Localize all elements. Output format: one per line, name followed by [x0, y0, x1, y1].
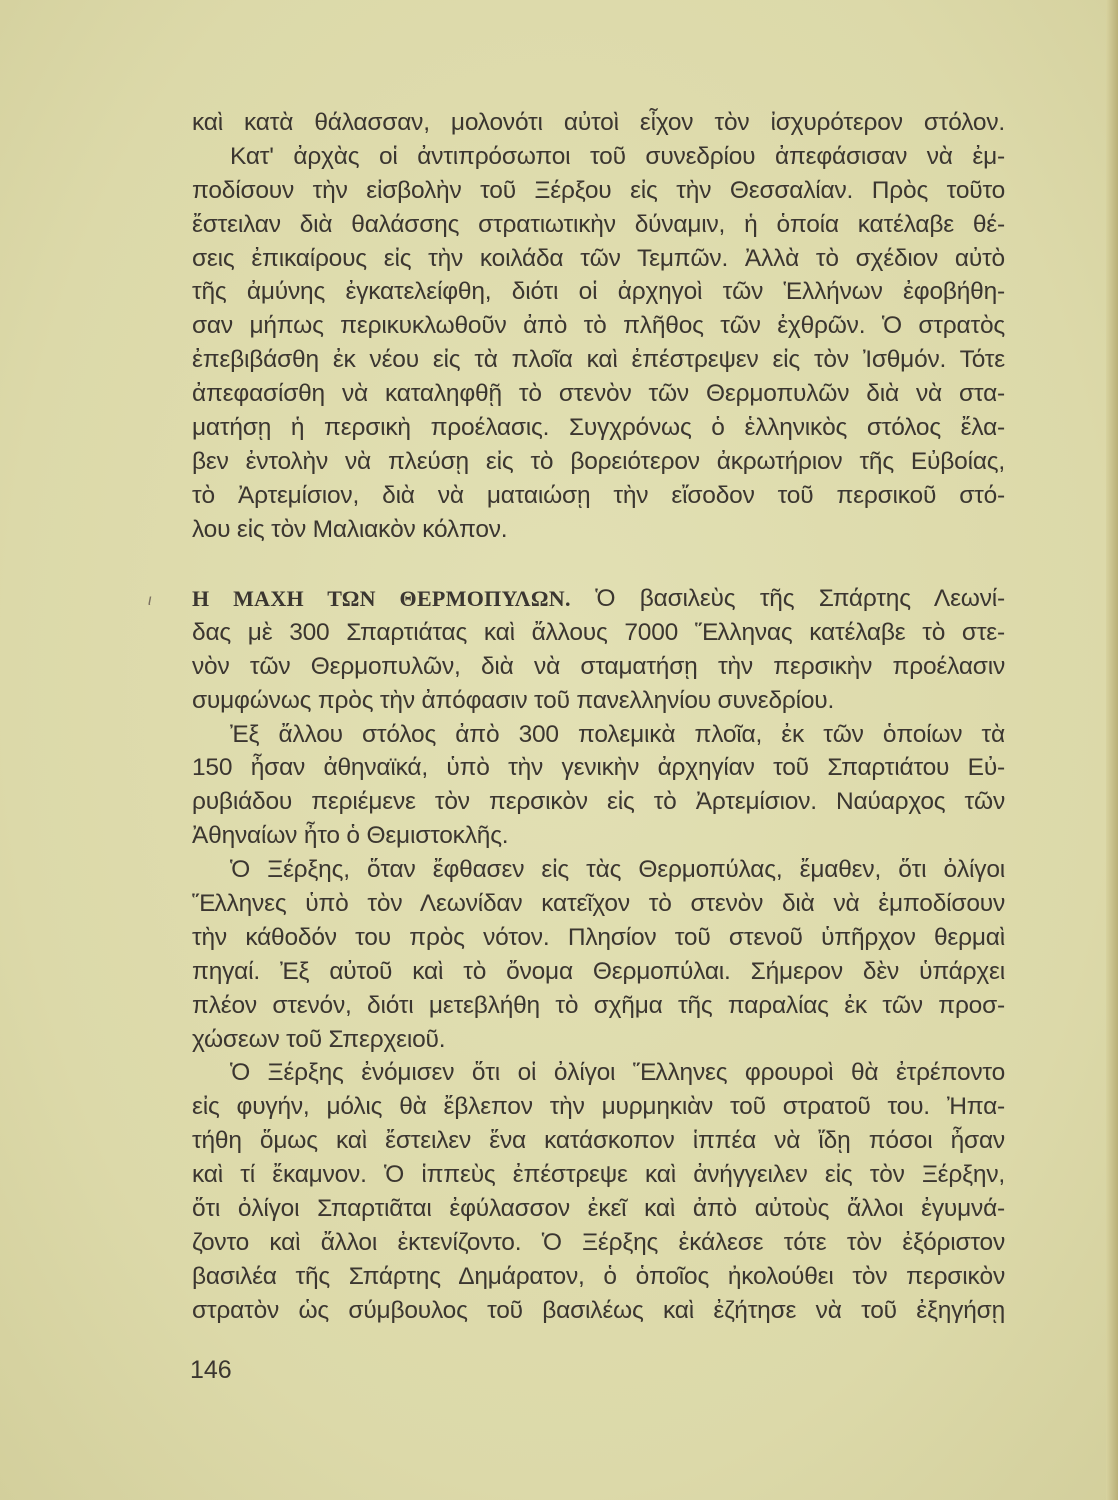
text-line: δας μὲ 300 Σπαρτιάτας καὶ ἄλλους 7000 Ἕλληνας κατέλαβε τὸ στε- [192, 618, 1005, 646]
text-line: 150 ἦσαν ἀθηναϊκά, ὑπὸ τὴν γενικὴν ἀρχηγίαν τοῦ Σπαρτιάτου Εὐ- [192, 754, 1005, 782]
text-line: ἔστειλαν διὰ θαλάσσης στρατιωτικὴν δύναμιν, ἡ ὁποία κατέλαβε θέ- [192, 210, 1005, 238]
text-line: συμφώνως πρὸς τὴν ἀπόφασιν τοῦ πανελληνίου συνεδρίου. [192, 686, 835, 714]
text-line: ἀπεφασίσθη νὰ καταληφθῇ τὸ στενὸν τῶν Θερμοπυλῶν διὰ νὰ στα- [192, 380, 1005, 408]
text-line: τήθη ὅμως καὶ ἔστειλεν ἕνα κατάσκοπον ἱππέα νὰ ἴδῃ πόσοι ἦσαν [192, 1127, 1005, 1155]
text-line: βασιλέα τῆς Σπάρτης Δημάρατον, ὁ ὁποῖος ἠκολούθει τὸν περσικὸν [192, 1262, 1005, 1290]
text-line: ὅτι ὀλίγοι Σπαρτιᾶται ἐφύλασσον ἐκεῖ καὶ ἀπὸ αὐτοὺς ἄλλοι ἐγυμνά- [192, 1195, 1005, 1223]
text-line: Ἕλληνες ὑπὸ τὸν Λεωνίδαν κατεῖχον τὸ στενὸν διὰ νὰ ἐμποδίσουν [192, 890, 1005, 918]
text-line: Ὁ Ξέρξης, ὅταν ἔφθασεν εἰς τὰς Θερμοπύλας, ἔμαθεν, ὅτι ὀλίγοι [230, 856, 1005, 884]
text-line: Ἀθηναίων ἦτο ὁ Θεμιστοκλῆς. [192, 822, 509, 850]
text-line: χώσεων τοῦ Σπερχειοῦ. [192, 1025, 446, 1053]
page-edge [1106, 0, 1118, 1500]
text-line: ρυβιάδου περιέμενε τὸν περσικὸν εἰς τὸ Ἀρτεμίσιον. Ναύαρχος τῶν [192, 788, 1005, 816]
text-line: σεις ἐπικαίρους εἰς τὴν κοιλάδα τῶν Τεμπῶν. Ἀλλὰ τὸ σχέδιον αὐτὸ [192, 244, 1005, 272]
text-line: καὶ τί ἔκαμνον. Ὁ ἱππεὺς ἐπέστρεψε καὶ ἀνήγγειλεν εἰς τὸν Ξέρξην, [192, 1161, 1005, 1189]
text-line: Κατ' ἀρχὰς οἱ ἀντιπρόσωποι τοῦ συνεδρίου ἀπεφάσισαν νὰ ἐμ- [230, 142, 1005, 170]
text-line: στρατὸν ὡς σύμβουλος τοῦ βασιλέως καὶ ἐζήτησε νὰ τοῦ ἐξηγήσῃ [192, 1296, 1005, 1324]
text-line: καὶ κατὰ θάλασσαν, μολονότι αὐτοὶ εἶχον τὸν ἰσχυρότερον στόλον. [192, 109, 1005, 136]
text-line: ποδίσουν τὴν εἰσβολὴν τοῦ Ξέρξου εἰς τὴν Θεσσαλίαν. Πρὸς τοῦτο [192, 176, 1005, 204]
text-line: νὸν τῶν Θερμοπυλῶν, διὰ νὰ σταματήσῃ τὴν περσικὴν προέλασιν [192, 652, 1005, 680]
text-line: τὴν κάθοδόν του πρὸς νότον. Πλησίον τοῦ στενοῦ ὑπῆρχον θερμαὶ [192, 923, 1005, 951]
text-line: πλέον στενόν, διότι μετεβλήθη τὸ σχῆμα τῆς παραλίας ἐκ τῶν προσ- [192, 991, 1005, 1019]
text-line: σαν μήπως περικυκλωθοῦν ἀπὸ τὸ πλῆθος τῶν ἐχθρῶν. Ὁ στρατὸς [192, 312, 1005, 340]
text-line: τῆς ἀμύνης ἐγκατελείφθη, διότι οἱ ἀρχηγοὶ τῶν Ἑλλήνων ἐφοβήθη- [192, 278, 1005, 306]
text-line: ζοντο καὶ ἄλλοι ἐκτενίζοντο. Ὁ Ξέρξης ἐκάλεσε τότε τὸν ἐξόριστον [192, 1228, 1005, 1256]
text-line: Ἐξ ἄλλου στόλος ἀπὸ 300 πολεμικὰ πλοῖα, ἐκ τῶν ὁποίων τὰ [230, 720, 1005, 748]
text-line: ματήσῃ ἡ περσικὴ προέλασις. Συγχρόνως ὁ ἑλληνικὸς στόλος ἔλα- [192, 414, 1005, 442]
section-heading-line [192, 582, 1005, 616]
text-line: πηγαί. Ἐξ αὐτοῦ καὶ τὸ ὄνομα Θερμοπύλαι. Σήμερον δὲν ὑπάρχει [192, 957, 1005, 985]
paragraph-block-1 [192, 106, 1005, 547]
text-line: τὸ Ἀρτεμίσιον, διὰ νὰ ματαιώσῃ τὴν εἴσοδον τοῦ περσικοῦ στό- [192, 481, 1005, 509]
text-line: λου εἰς τὸν Μαλιακὸν κόλπον. [192, 515, 508, 543]
paragraph-block-2 [192, 582, 1005, 1328]
page-number: 146 [190, 1356, 232, 1384]
text-line: εἰς φυγήν, μόλις θὰ ἔβλεπον τὴν μυρμηκιὰν τοῦ στρατοῦ του. Ἠπα- [192, 1093, 1005, 1121]
text-line: ἐπεβιβάσθη ἐκ νέου εἰς τὰ πλοῖα καὶ ἐπέστρεψεν εἰς τὸν Ἰσθμόν. Τότε [192, 346, 1005, 374]
heading-line-text: Ὁ βασιλεὺς τῆς Σπάρτης Λεωνί- [570, 585, 1005, 612]
text-line: βεν ἐντολὴν νὰ πλεύσῃ εἰς τὸ βορειότερον ἀκρωτήριον τῆς Εὐβοίας, [192, 447, 1005, 475]
margin-mark: ι [148, 592, 152, 609]
text-line: Ὁ Ξέρξης ἐνόμισεν ὅτι οἱ ὀλίγοι Ἕλληνες φρουροὶ θὰ ἐτρέποντο [230, 1059, 1005, 1087]
section-heading: Η ΜΑΧΗ ΤΩΝ ΘΕΡΜΟΠΥΛΩΝ. [192, 586, 571, 611]
